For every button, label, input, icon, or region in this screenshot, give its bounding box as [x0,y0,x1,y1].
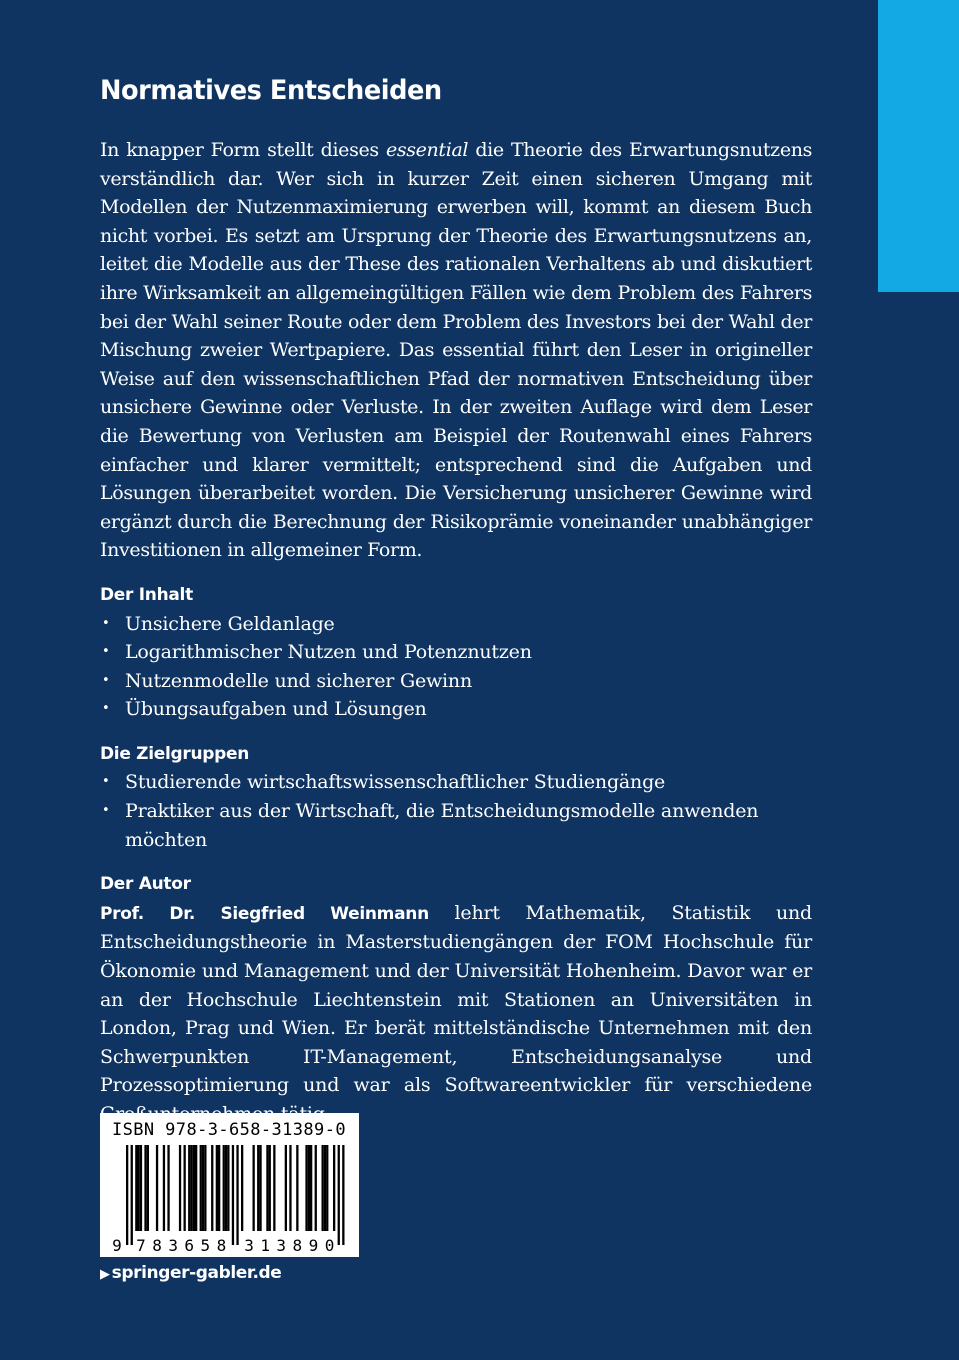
barcode-bar [338,1145,340,1245]
barcode-bar [296,1145,298,1231]
author-heading: Der Autor [100,874,191,895]
barcode-bar [322,1145,324,1231]
isbn-label: ISBN 978-3-658-31389-0 [112,1120,346,1140]
barcode-bar [131,1145,133,1245]
description-emphasis: essential [385,139,469,161]
barcode-bar [342,1145,344,1245]
barcode-bar [140,1145,142,1231]
barcode-bar [305,1145,307,1231]
barcode-digit: 8 [292,1236,303,1255]
target-heading: Die Zielgruppen [100,743,250,764]
barcode-bar [190,1145,192,1231]
barcode-digit: 1 [260,1236,270,1255]
barcode-bar [273,1145,275,1231]
barcode-digit: 8 [216,1236,227,1255]
barcode-bar [259,1145,261,1231]
author-name: Prof. Dr. Siegfried Weinmann [100,903,429,924]
author-bio [100,899,812,1129]
barcode-bar [232,1145,234,1245]
content-item: • Nutzenmodelle und sicherer Gewinn [100,667,812,696]
barcode-bar [138,1145,140,1231]
barcode-bar [195,1145,197,1231]
content-item: • Übungsaufgaben und Lösungen [100,695,812,724]
content-heading: Der Inhalt [100,584,193,605]
barcode-digit: 9 [308,1236,319,1255]
barcode-bar [257,1145,259,1231]
barcode-bar [202,1145,204,1231]
target-list [100,768,812,854]
barcode-bar [193,1145,195,1231]
barcode-bar [204,1145,206,1231]
barcode-digit: 6 [184,1236,195,1255]
book-title: Normatives Entscheiden [100,75,442,106]
barcode-bar [223,1145,225,1231]
isbn-barcode [100,1113,359,1257]
barcode-digit: 3 [168,1236,178,1255]
barcode-bar [308,1145,310,1231]
book-description [100,136,812,565]
website-url: springer-gabler.de [111,1263,282,1283]
barcode-bar [211,1145,213,1231]
barcode-digit: 9 [112,1236,122,1255]
barcode-bar [179,1145,181,1231]
accent-bar [878,0,959,292]
barcode-bar [218,1145,220,1231]
barcode-bar [126,1145,128,1245]
content-item: • Unsichere Geldanlage [100,610,812,639]
content-list [100,610,812,724]
barcode-bar [289,1145,291,1231]
description-part-2: die Theorie des Erwartungsnutzens verständlich dar. Wer sich in kurzer Zeit einen sicheren Umgang mit Modellen der Nutzenmaximierung erwerben will, kommt an diesem Buch nicht vorbei. Es setzt am Ursprung der Theorie des Erwartungsnutzens an, leitet die Modelle aus der These des rationalen Verhaltens ab und diskutiert ihre Wirksamkeit an allgemeingültigen Fällen wie dem Problem des Fahrers bei der Wahl seiner Route oder dem Problem des Investors bei der Wahl der Mischung zweier Wertpapiere. Das essential führt den Leser in origineller Weise auf den wissenschaftlichen Pfad der normativen Entscheidung über unsichere Gewinne oder Verluste. In der zweiten Auflage wird dem Leser die Bewertung von Verlusten am Beispiel der Routenwahl eines Fahrers einfacher und klarer vermittelt; entsprechend sind die Aufgaben und Lösungen überarbeitet worden. Die Versicherung unsicherer Gewinne wird ergänzt durch die Berechnung der Risikoprämie voneinander unabhängiger Investitionen in allgemeiner Form. [100,139,813,562]
barcode-bar [144,1145,146,1231]
barcode-bar [333,1145,335,1231]
barcode-bar [225,1145,227,1231]
arrow-right-icon: ▶ [100,1267,110,1282]
barcode-bar [285,1145,287,1231]
description-part-1: In knapper Form stellt dieses [100,139,386,161]
barcode-digit: 0 [324,1236,335,1255]
barcode-bar [163,1145,165,1231]
target-item: • Studierende wirtschaftswissenschaftlicher Studiengänge [100,768,812,797]
barcode-bar [269,1145,271,1231]
barcode-digit: 7 [136,1236,146,1255]
barcode-digit: 5 [200,1236,211,1255]
barcode-digit: 8 [152,1236,162,1255]
barcode-bar [156,1145,158,1231]
barcode-bar [253,1145,255,1231]
barcode-bar [147,1145,149,1231]
barcode-digit: 3 [276,1236,287,1255]
barcode-bar [315,1145,317,1231]
barcode-bar [236,1145,238,1245]
barcode-bar [241,1145,243,1231]
barcode-bar [324,1145,326,1231]
barcode-graphic [108,1143,352,1255]
barcode-bar [216,1145,218,1231]
barcode-bar [266,1145,268,1231]
back-cover-content [100,70,812,1129]
barcode-bar [167,1145,169,1231]
barcode-digit: 3 [244,1236,254,1255]
barcode-bar [200,1145,202,1231]
barcode-bar [326,1145,328,1231]
barcode-bar [188,1145,190,1231]
barcode-bar [310,1145,312,1231]
barcode-bar [227,1145,229,1231]
barcode-bar [135,1145,137,1231]
publisher-website[interactable] [100,1261,281,1287]
content-item: • Logarithmischer Nutzen und Potenznutzen [100,638,812,667]
target-item: • Praktiker aus der Wirtschaft, die Entscheidungsmodelle anwenden möchten [100,797,812,854]
author-bio-text: lehrt Mathematik, Statistik und Entscheidungstheorie in Masterstudiengängen der FOM Hochschule für Ökonomie und Management und der Universität Hohenheim. Davor war er an der Hochschule Liechtenstein mit Stationen an Universitäten in London, Prag und Wien. Er berät mittelständische Unternehmen mit den Schwerpunkten IT-Management, Entscheidungsanalyse und Prozessoptimierung und war als Softwareentwickler für verschiedene [100,901,813,1097]
barcode-bar [184,1145,186,1231]
